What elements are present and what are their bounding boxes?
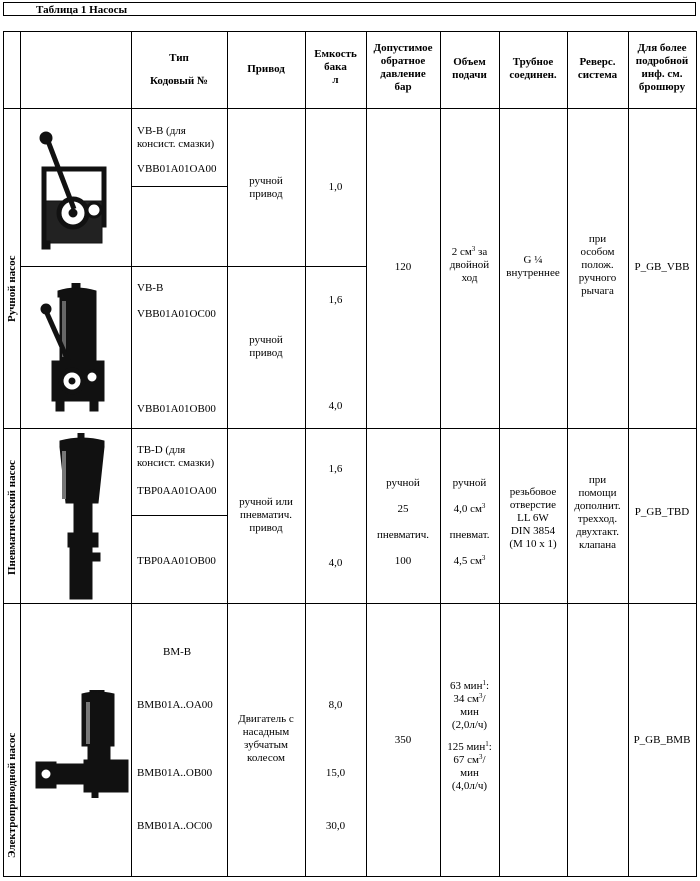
electric-code1: BMB01A..OA00 <box>137 699 213 711</box>
manual-pipe: G ¼ внутреннее <box>506 254 560 279</box>
pneumatic-drive: ручной или пневматич. привод <box>239 496 293 534</box>
header-volume: Объем подачи <box>452 56 487 81</box>
manual-row1-code: VBB01A01OA00 <box>137 163 217 175</box>
electric-info: P_GB_BMB <box>633 734 691 746</box>
electric-type: BM-B <box>163 646 192 658</box>
pneumatic-type: TB-D (для консист. смазки) <box>137 444 215 469</box>
pneumatic-code2: TBP0AA01OB00 <box>137 555 216 567</box>
pneumatic-info: P_GB_TBD <box>634 506 690 518</box>
manual-row2-drive: ручной привод <box>249 334 283 359</box>
electric-capacity2: 15,0 <box>325 767 346 779</box>
table-title: Таблица 1 Насосы <box>3 2 696 16</box>
electric-volume: 63 мин$^1$: 34 $см^3/$ мин (2,0л/ч) 125 мин$^1$: 67 $см^3/$ мин (4,0л/ч) <box>447 679 492 792</box>
manual-row2-code1: VBB01A01OC00 <box>137 308 216 320</box>
section-label-electric: Электроприводной насос <box>6 732 18 858</box>
electric-pump-image <box>30 690 130 798</box>
manual-volume: 2 $см^3$ за двойной ход <box>449 245 490 284</box>
electric-drive: Двигатель с насадным зубчатым колесом <box>238 713 294 764</box>
pneumatic-capacity1: 1,6 <box>328 463 343 475</box>
pneumatic-pressure: ручной 25 пневматич. 100 <box>376 477 430 567</box>
manual-row2-capacity2: 4,0 <box>328 400 343 412</box>
electric-code3: BMB01A..OC00 <box>137 820 213 832</box>
manual-row1-type: VB-B (для консист. смазки) <box>137 125 215 150</box>
header-drive: Привод <box>247 63 285 75</box>
electric-capacity3: 30,0 <box>325 820 346 832</box>
manual-row2-type: VB-B <box>137 282 164 294</box>
section-label-manual: Ручной насос <box>6 255 18 322</box>
header-capacity: Емкость бака л <box>314 48 357 86</box>
pneumatic-pipe: резьбовое отверстие LL 6W DIN 3854 (M 10 x 1) <box>509 486 557 550</box>
manual-row2-capacity1: 1,6 <box>328 294 343 306</box>
pneumatic-reverse: при помощи дополнит. трехход. двухтакт. клапана <box>574 474 621 551</box>
electric-pressure: 350 <box>394 734 412 746</box>
header-type: Тип <box>169 52 189 64</box>
header-code: Кодовый № <box>149 75 209 87</box>
manual-pressure: 120 <box>394 261 412 273</box>
pneumatic-code1: TBP0AA01OA00 <box>137 485 217 497</box>
electric-code2: BMB01A..OB00 <box>137 767 213 779</box>
header-pipe: Трубное соединен. <box>509 56 557 81</box>
manual-reverse: при особом полож. ручного рычага <box>578 233 617 297</box>
manual-row1-drive: ручной привод <box>249 175 283 200</box>
manual-pump-image-1 <box>28 125 124 250</box>
header-reverse: Реверс. система <box>577 56 618 81</box>
manual-row2-code2: VBB01A01OB00 <box>137 403 216 415</box>
header-pressure: Допустимое обратное давление бар <box>373 42 433 93</box>
manual-row1-capacity: 1,0 <box>328 181 343 193</box>
electric-capacity1: 8,0 <box>328 699 343 711</box>
pneumatic-pump-image <box>52 433 114 601</box>
pneumatic-volume: ручной 4,0 $см^3$ пневмат. 4,5 $см^3$ <box>449 477 490 567</box>
manual-pump-image-2 <box>34 283 124 415</box>
section-label-pneumatic: Пневматический насос <box>6 460 18 575</box>
manual-info: P_GB_VBB <box>634 261 690 273</box>
header-info: Для более подробной инф. см. брошюру <box>635 42 689 93</box>
pneumatic-capacity2: 4,0 <box>328 557 343 569</box>
